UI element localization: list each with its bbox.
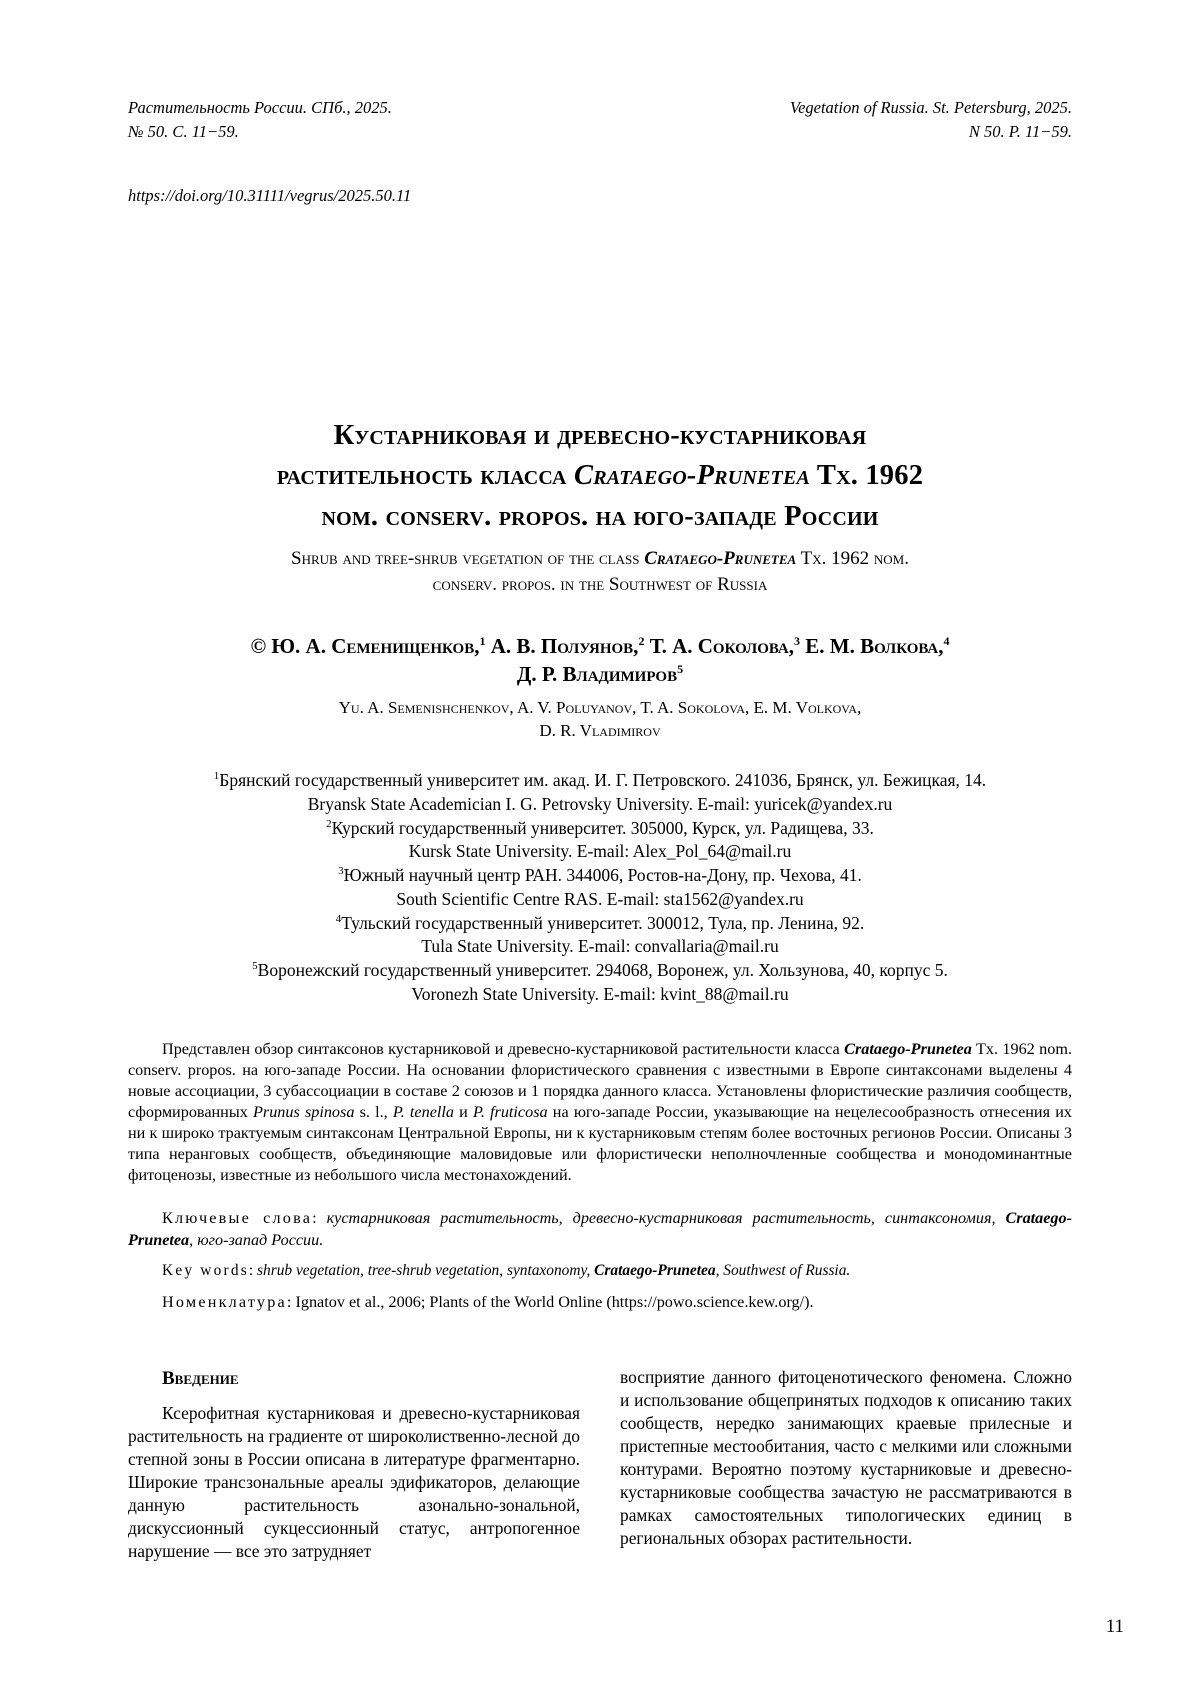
paragraph-intro-left: Ксерофитная кустарниковая и древесно-кустарниковая растительность на градиенте от широколиственно-лесной до степной зоны в России описана в литературе фрагментарно. Широкие трансзональные ареалы эдификаторов, делающие данную растительность азонально-зональной, дискуссионный сукцессионный статус, антропогенное нарушение — все это затрудняет <box>128 1403 580 1561</box>
affiliation-item <box>128 769 1072 793</box>
abstract-taxon-3: P. tenella <box>392 1103 454 1122</box>
abstract-taxon-4: P. fruticosa <box>473 1103 548 1122</box>
author-ru-5-sup: 5 <box>677 662 684 677</box>
journal-ru-line1: Растительность России. СПб., 2025. <box>128 98 392 117</box>
keywords-en-label: Key words <box>162 1261 249 1279</box>
title-en-line2: conserv. propos. in the Southwest of Russia <box>432 574 768 596</box>
affiliation-marker: 3 <box>338 865 344 878</box>
keywords-en-text-1: shrub vegetation, tree-shrub vegetation, syntaxonomy, <box>257 1261 595 1279</box>
title-en-taxon: Crataego-Prunetea <box>644 548 797 570</box>
page-title <box>128 416 1072 537</box>
affiliation-text: Южный научный центр РАН. 344006, Ростов-на-Дону, пр. Чехова, 41. <box>343 865 862 886</box>
doi-link[interactable]: https://doi.org/10.31111/vegrus/2025.50.11 <box>128 185 412 205</box>
keywords-ru-taxon: Crataego-Prunetea <box>128 1209 1073 1250</box>
title-ru-taxon: Crataego-Prunetea <box>574 460 811 492</box>
nomenclature-label: Номенклатура <box>162 1293 287 1312</box>
affiliation-marker: 1 <box>213 770 220 783</box>
title-ru-line2-a: растительность класса <box>276 460 575 492</box>
keywords-en <box>128 1261 1072 1282</box>
author-ru-2-sup: 2 <box>638 633 645 648</box>
title-en-line1 <box>128 546 1072 572</box>
page-content <box>128 0 1072 1563</box>
author-ru-1-sup: 1 <box>479 633 486 648</box>
page-title-en <box>128 546 1072 598</box>
authors-ru-line1 <box>128 632 1072 661</box>
column-right <box>620 1366 1072 1563</box>
running-head <box>128 96 1072 144</box>
author-ru-5: Д. Р. Владимиров <box>516 662 678 687</box>
title-en-line1-b: Tx. 1962 nom. <box>796 548 909 570</box>
page-number: 11 <box>1105 1616 1124 1637</box>
affiliation-text: Tula State University. E-mail: convallaria@mail.ru <box>421 936 779 957</box>
title-ru-line2 <box>128 456 1072 496</box>
nomenclature <box>128 1292 1072 1314</box>
affiliation-text: Тульский государственный университет. 300012, Тула, пр. Ленина, 92. <box>341 912 865 933</box>
keywords-en-text-2: , Southwest of Russia. <box>715 1261 851 1279</box>
authors-en <box>128 696 1072 743</box>
affiliation-text: Курский государственный университет. 305000, Курск, ул. Радищева, 33. <box>331 817 874 838</box>
abstract-part-2: Tx. 1962 nom. conserv. propos. на юго-западе России. На основании флористического сравнения с известными в Европе синтаксонами выделены 4 новые ассоциации, 3 субассоциации в составе 2 союзов и 1 порядка данного класса. Установлены флористические различия сообществ, сформированных <box>128 1039 1073 1122</box>
keywords-ru <box>128 1208 1072 1251</box>
body-columns <box>128 1366 1072 1563</box>
title-ru-line1: Кустарниковая и древесно-кустарниковая <box>333 419 867 451</box>
affiliation-item <box>128 959 1072 983</box>
paragraph-intro-right: восприятие данного фитоценотического феномена. Сложно и использование общепринятых подходов к описанию таких сообществ, нередко занимающих краевые прилесные и пристепные местообитания, часто с мелкими или сложными контурами. Вероятно поэтому кустарниковые и древесно-кустарниковые сообщества зачастую не рассматриваются в рамках самостоятельных типологических единиц в региональных обзорах растительности. <box>620 1367 1072 1548</box>
author-ru-3: Т. А. Соколова, <box>644 633 795 658</box>
affiliations <box>128 769 1072 1007</box>
abstract-part-4: и <box>453 1103 474 1122</box>
affiliation-marker: 2 <box>326 817 332 830</box>
keywords-ru-text-2: , юго-запад России. <box>189 1231 324 1250</box>
authors-en-line1: Yu. A. Semenishchenkov, A. V. Poluyanov, T. A. Sokolova, E. M. Volkova, <box>338 698 862 717</box>
journal-en-line1: Vegetation of Russia. St. Petersburg, 2025. <box>789 98 1072 117</box>
author-ru-2: А. В. Полуянов, <box>485 633 639 658</box>
author-ru-3-sup: 3 <box>794 633 801 648</box>
affiliation-item <box>128 817 1072 841</box>
journal-ru-line2: № 50. С. 11−59. <box>128 121 239 141</box>
affiliation-item <box>128 983 1072 1007</box>
authors-en-line2: D. R. Vladimirov <box>539 721 661 741</box>
title-ru-line2-b: Tx. 1962 <box>810 460 924 492</box>
title-block <box>128 416 1072 598</box>
abstract-part-3: s. l., <box>354 1103 393 1122</box>
running-head-left <box>128 96 392 144</box>
affiliation-text: Bryansk State Academician I. G. Petrovsky University. E-mail: yuricek@yandex.ru <box>307 793 893 814</box>
affiliation-marker: 5 <box>252 960 258 973</box>
keywords-ru-sep: : <box>312 1209 327 1228</box>
abstract-part-5: на юго-западе России, указывающие на нецелесообразность отнесения их ни к широко трактуемым синтаксонам Центральной Европы, ни к кустарниковым степям более восточных регионов России. Описаны 3 типа неранговых сообществ, объединяющие маловидовые или флористически неполночленные сообщества и монодоминантные фитоценозы, известные из небольшого числа местонахождений. <box>128 1103 1072 1185</box>
journal-en-line2: N 50. P. 11−59. <box>968 121 1072 141</box>
keywords-en-taxon: Crataego-Prunetea <box>594 1261 716 1279</box>
affiliation-text: Voronezh State University. E-mail: kvint_88@mail.ru <box>411 984 789 1005</box>
nomenclature-text: : Ignatov et al., 2006; Plants of the World Online (https://powo.science.kew.org/). <box>286 1293 814 1312</box>
affiliation-text: Брянский государственный университет им. акад. И. Г. Петровского. 241036, Брянск, ул. Бежицкая, 14. <box>219 769 987 790</box>
title-ru-line3: nom. conserv. propos. на юго-западе России <box>321 500 879 532</box>
author-ru-1: © Ю. А. Семенищенков, <box>250 633 480 658</box>
affiliation-item <box>128 864 1072 888</box>
keywords-ru-label: Ключевые слова <box>162 1209 313 1228</box>
affiliation-text: Kursk State University. E-mail: Alex_Pol_64@mail.ru <box>408 841 792 862</box>
keywords-ru-text-1: кустарниковая растительность, древесно-кустарниковая растительность, синтаксономия, <box>326 1209 1006 1228</box>
authors-ru-line2 <box>128 660 1072 689</box>
column-left <box>128 1366 580 1563</box>
affiliation-text: Воронежский государственный университет. 294068, Воронеж, ул. Хользунова, 40, корпус 5. <box>257 960 948 981</box>
title-en-line1-a: Shrub and tree-shrub vegetation of the class <box>291 548 645 570</box>
running-head-right <box>790 96 1072 144</box>
authors-ru <box>128 632 1072 689</box>
affiliation-item <box>128 793 1072 817</box>
abstract-taxon-2: Prunus spinosa <box>253 1103 355 1122</box>
section-heading-introduction: Введение <box>162 1368 239 1390</box>
keywords-en-sep: : <box>248 1261 258 1279</box>
affiliation-item <box>128 888 1072 912</box>
abstract <box>128 1039 1072 1186</box>
author-ru-4-sup: 4 <box>943 633 950 648</box>
affiliation-text: South Scientific Centre RAS. E-mail: sta1562@yandex.ru <box>396 888 804 909</box>
abstract-part-1: Представлен обзор синтаксонов кустарниковой и древесно-кустарниковой растительности класса <box>162 1039 845 1058</box>
keywords-block <box>128 1208 1072 1314</box>
affiliation-marker: 4 <box>335 912 342 925</box>
abstract-taxon-1: Crataego-Prunetea <box>844 1039 972 1058</box>
affiliation-item <box>128 935 1072 959</box>
affiliation-item <box>128 840 1072 864</box>
affiliation-item <box>128 912 1072 936</box>
author-ru-4: Е. М. Волкова, <box>800 633 944 658</box>
